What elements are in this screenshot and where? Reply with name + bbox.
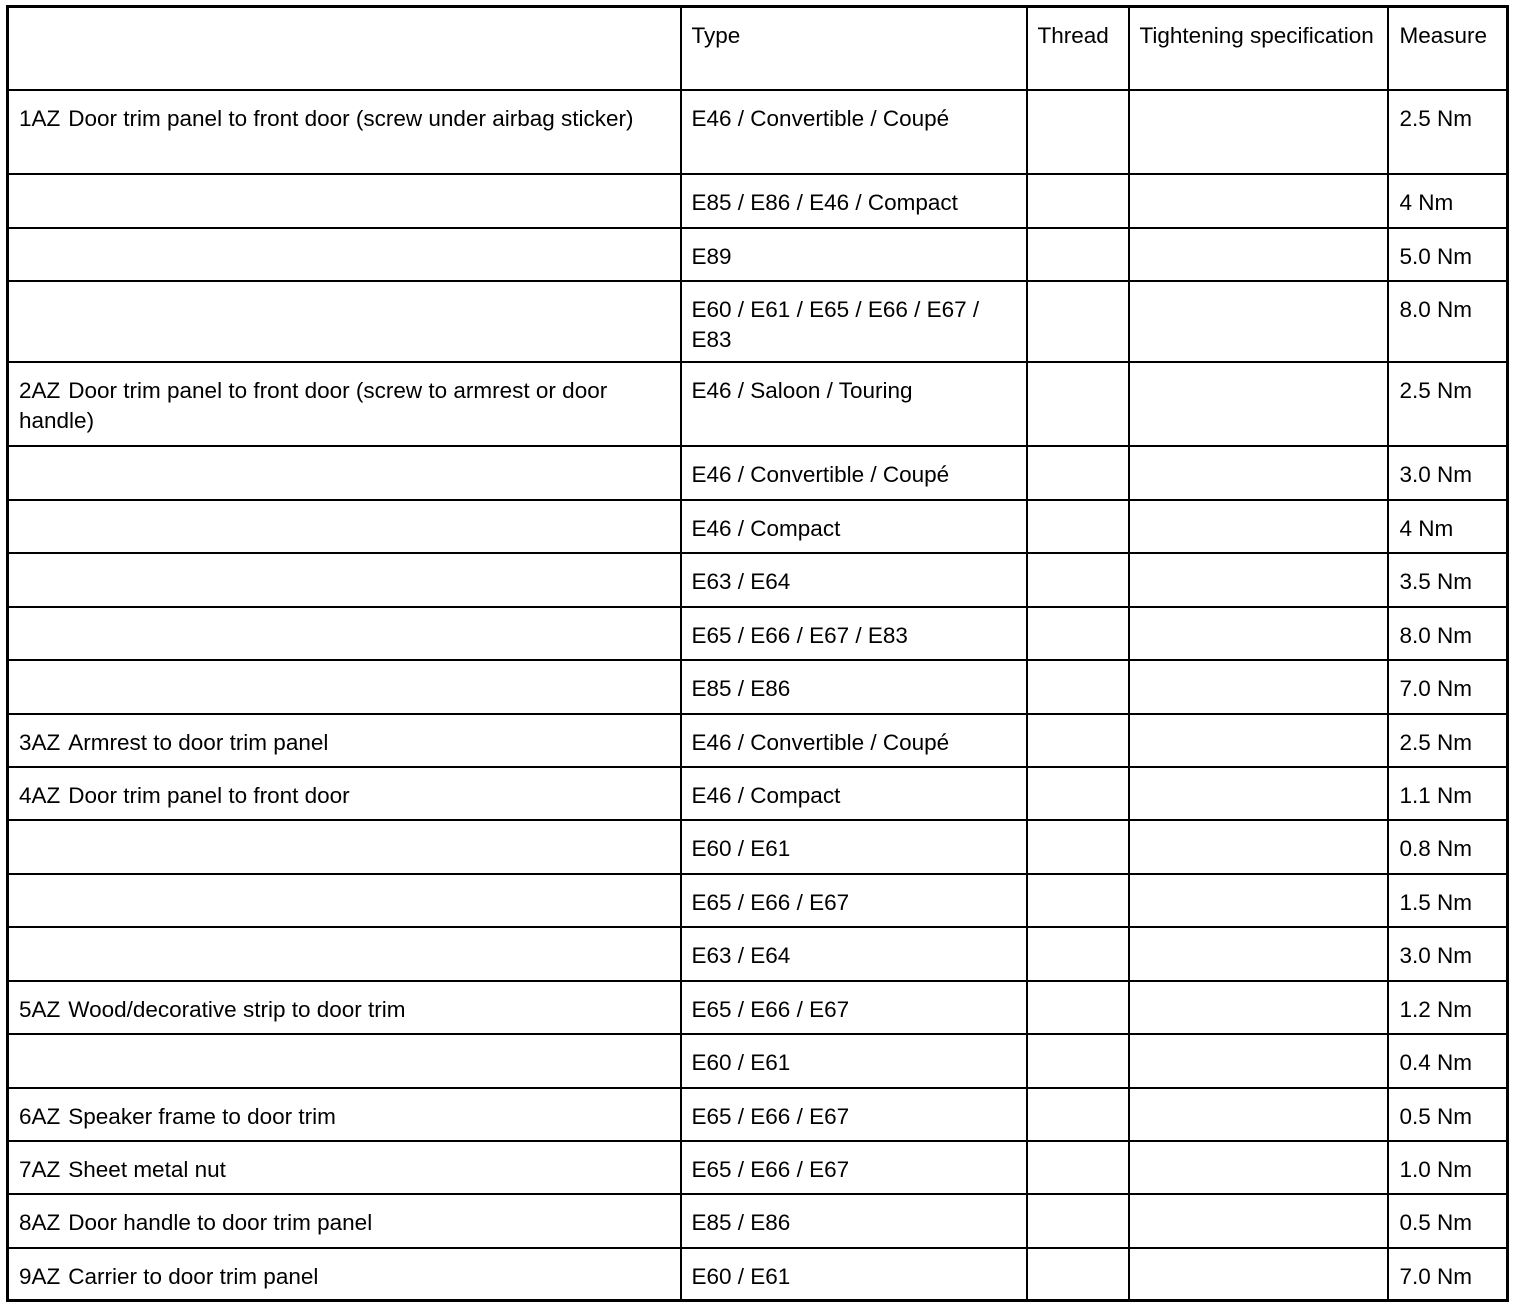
table-row [8,174,1508,228]
tightening-cell [1129,1034,1388,1088]
item-description: Armrest to door trim panel [68,729,329,755]
type-cell: E63 / E64 [681,553,1027,607]
measure-cell: 5.0 Nm [1388,228,1508,281]
tightening-cell [1129,174,1388,228]
tightening-cell [1129,767,1388,820]
component-cell [8,1194,681,1248]
component-cell [8,981,681,1034]
component-cell [8,1088,681,1141]
thread-cell [1027,607,1129,660]
measure-cell: 8.0 Nm [1388,607,1508,660]
torque-spec-table-container [6,5,1509,1302]
measure-cell: 1.1 Nm [1388,767,1508,820]
item-description: Speaker frame to door trim [68,1103,336,1129]
measure-cell: 1.2 Nm [1388,981,1508,1034]
tightening-cell [1129,714,1388,767]
table-row [8,981,1508,1034]
table-header-row [8,7,1508,90]
component-cell [8,820,681,874]
measure-cell: 4 Nm [1388,174,1508,228]
component-cell [8,1141,681,1194]
item-description: Carrier to door trim panel [68,1263,319,1289]
item-description: Door trim panel to front door (screw under airbag sticker) [68,105,634,131]
header-measure: Measure [1388,7,1508,90]
table-row [8,1034,1508,1088]
type-cell: E46 / Convertible / Coupé [681,90,1027,174]
thread-cell [1027,281,1129,362]
item-code: 9AZ [19,1263,61,1289]
type-cell: E65 / E66 / E67 [681,874,1027,927]
tightening-cell [1129,446,1388,500]
tightening-cell [1129,500,1388,553]
tightening-cell [1129,981,1388,1034]
table-row [8,1248,1508,1301]
torque-spec-table [6,5,1509,1302]
table-body [8,7,1508,1301]
type-cell: E65 / E66 / E67 [681,1141,1027,1194]
measure-cell: 0.5 Nm [1388,1194,1508,1248]
thread-cell [1027,1248,1129,1301]
tightening-cell [1129,1194,1388,1248]
table-row [8,820,1508,874]
tightening-cell [1129,1248,1388,1301]
type-cell: E65 / E66 / E67 [681,1088,1027,1141]
thread-cell [1027,820,1129,874]
item-description: Door trim panel to front door (screw to armrest or door handle) [19,377,608,433]
measure-cell: 2.5 Nm [1388,714,1508,767]
item-description: Sheet metal nut [68,1156,226,1182]
thread-cell [1027,174,1129,228]
header-thread: Thread [1027,7,1129,90]
thread-cell [1027,446,1129,500]
item-description: Door handle to door trim panel [68,1209,373,1235]
component-cell [8,281,681,362]
item-description: Door trim panel to front door [68,782,350,808]
type-cell: E85 / E86 [681,1194,1027,1248]
item-description: Wood/decorative strip to door trim [68,996,406,1022]
tightening-cell [1129,362,1388,446]
component-cell [8,660,681,714]
thread-cell [1027,1088,1129,1141]
header-type: Type [681,7,1027,90]
table-row [8,228,1508,281]
tightening-cell [1129,874,1388,927]
thread-cell [1027,981,1129,1034]
type-cell: E46 / Convertible / Coupé [681,714,1027,767]
item-code: 5AZ [19,996,61,1022]
item-code: 8AZ [19,1209,61,1235]
table-row [8,362,1508,446]
component-cell [8,362,681,446]
thread-cell [1027,927,1129,981]
component-cell [8,607,681,660]
type-cell: E60 / E61 / E65 / E66 / E67 / E83 [681,281,1027,362]
thread-cell [1027,362,1129,446]
type-cell: E65 / E66 / E67 / E83 [681,607,1027,660]
table-row [8,874,1508,927]
measure-cell: 0.4 Nm [1388,1034,1508,1088]
tightening-cell [1129,1141,1388,1194]
measure-cell: 0.8 Nm [1388,820,1508,874]
measure-cell: 2.5 Nm [1388,90,1508,174]
component-cell [8,927,681,981]
type-cell: E60 / E61 [681,1034,1027,1088]
item-code: 2AZ [19,377,61,403]
item-code: 4AZ [19,782,61,808]
measure-cell: 8.0 Nm [1388,281,1508,362]
item-code: 6AZ [19,1103,61,1129]
table-row [8,446,1508,500]
component-cell [8,1248,681,1301]
component-cell [8,500,681,553]
measure-cell: 3.5 Nm [1388,553,1508,607]
measure-cell: 7.0 Nm [1388,660,1508,714]
component-cell [8,446,681,500]
component-cell [8,553,681,607]
type-cell: E85 / E86 / E46 / Compact [681,174,1027,228]
item-code: 1AZ [19,105,61,131]
table-row [8,90,1508,174]
component-cell [8,714,681,767]
type-cell: E89 [681,228,1027,281]
type-cell: E46 / Compact [681,500,1027,553]
thread-cell [1027,228,1129,281]
thread-cell [1027,714,1129,767]
thread-cell [1027,1194,1129,1248]
measure-cell: 2.5 Nm [1388,362,1508,446]
table-row [8,1088,1508,1141]
type-cell: E46 / Saloon / Touring [681,362,1027,446]
table-row [8,607,1508,660]
thread-cell [1027,874,1129,927]
tightening-cell [1129,228,1388,281]
item-code: 7AZ [19,1156,61,1182]
thread-cell [1027,1141,1129,1194]
tightening-cell [1129,927,1388,981]
measure-cell: 1.0 Nm [1388,1141,1508,1194]
type-cell: E46 / Compact [681,767,1027,820]
tightening-cell [1129,607,1388,660]
item-code: 3AZ [19,729,61,755]
type-cell: E63 / E64 [681,927,1027,981]
type-cell: E85 / E86 [681,660,1027,714]
tightening-cell [1129,281,1388,362]
component-cell [8,228,681,281]
component-cell [8,767,681,820]
table-row [8,553,1508,607]
tightening-cell [1129,553,1388,607]
table-row [8,500,1508,553]
component-cell [8,174,681,228]
table-row [8,1194,1508,1248]
thread-cell [1027,500,1129,553]
thread-cell [1027,1034,1129,1088]
component-cell [8,1034,681,1088]
tightening-cell [1129,660,1388,714]
table-row [8,927,1508,981]
table-row [8,660,1508,714]
measure-cell: 7.0 Nm [1388,1248,1508,1301]
component-cell [8,90,681,174]
tightening-cell [1129,1088,1388,1141]
type-cell: E60 / E61 [681,820,1027,874]
measure-cell: 4 Nm [1388,500,1508,553]
header-tightening-specification: Tightening specification [1129,7,1388,90]
thread-cell [1027,553,1129,607]
type-cell: E46 / Convertible / Coupé [681,446,1027,500]
table-row [8,714,1508,767]
type-cell: E65 / E66 / E67 [681,981,1027,1034]
tightening-cell [1129,820,1388,874]
table-row [8,1141,1508,1194]
measure-cell: 1.5 Nm [1388,874,1508,927]
thread-cell [1027,767,1129,820]
table-row [8,767,1508,820]
measure-cell: 0.5 Nm [1388,1088,1508,1141]
measure-cell: 3.0 Nm [1388,927,1508,981]
type-cell: E60 / E61 [681,1248,1027,1301]
header-component [8,7,681,90]
measure-cell: 3.0 Nm [1388,446,1508,500]
thread-cell [1027,660,1129,714]
thread-cell [1027,90,1129,174]
tightening-cell [1129,90,1388,174]
component-cell [8,874,681,927]
table-row [8,281,1508,362]
